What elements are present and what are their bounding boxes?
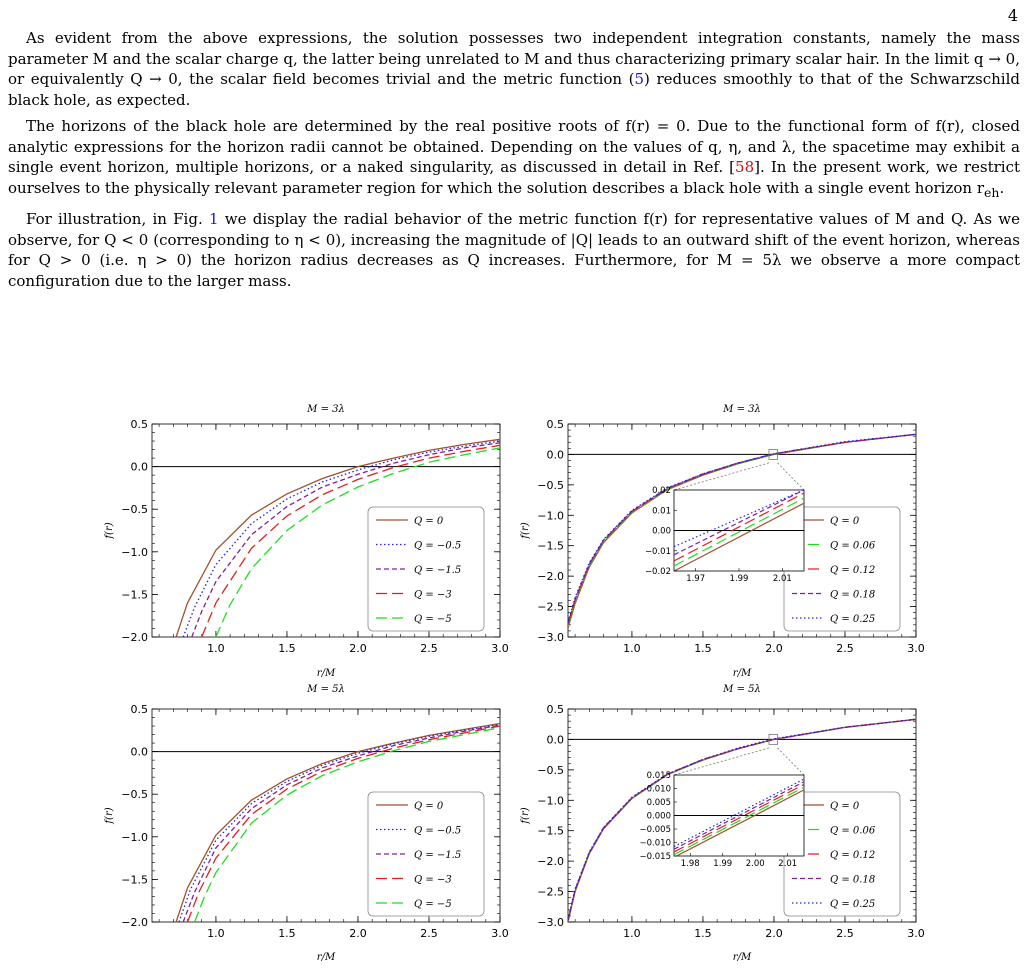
chart-panel-1 (104, 404, 509, 679)
inset-y-tick-label: 0.005 (646, 798, 671, 808)
zoom-connector (778, 748, 804, 775)
x-tick-label: 1.5 (278, 642, 296, 655)
chart-title: M = 5λ (723, 684, 761, 695)
x-axis-label: r/M (732, 668, 752, 679)
y-tick-label: 0.5 (546, 418, 564, 431)
x-tick-label: 3.0 (907, 927, 925, 940)
chart-panel-3 (104, 684, 509, 963)
legend-label: Q = 0.18 (830, 874, 876, 886)
x-tick-label: 1.0 (207, 642, 225, 655)
legend-label: Q = 0.25 (830, 614, 876, 625)
x-tick-label: 1.0 (623, 927, 641, 940)
x-tick-label: 2.5 (836, 642, 854, 655)
y-tick-label: −2.0 (121, 916, 148, 929)
y-tick-label: 0.0 (130, 745, 148, 759)
y-tick-label: −3.0 (537, 916, 564, 929)
legend-label: Q = 0 (414, 801, 444, 812)
y-tick-label: −2.5 (537, 885, 564, 899)
y-tick-label: 0.5 (130, 703, 148, 716)
page-number: 4 (1007, 6, 1018, 25)
y-tick-label: −0.5 (537, 478, 564, 492)
inset-y-tick-label: −0.010 (639, 838, 671, 849)
chart-title: M = 5λ (307, 684, 345, 695)
legend-label: Q = −1.5 (414, 565, 462, 576)
y-tick-label: −2.0 (537, 855, 564, 869)
legend-label: Q = 0 (414, 516, 444, 527)
x-axis-label: r/M (316, 952, 336, 963)
x-tick-label: 1.0 (207, 927, 225, 940)
inset-y-tick-label: −0.005 (639, 825, 671, 835)
legend-label: Q = 0.12 (830, 850, 876, 861)
y-tick-label: −3.0 (537, 631, 564, 644)
paragraph-text: ]. In the present work, we restrict ourselves to the physically relevant parameter region for which the solution describes a black hole with a single event horizon r (8, 158, 1021, 197)
paragraph-text: eh (984, 184, 1000, 200)
paragraph-text: . (999, 178, 1005, 197)
x-tick-label: 2.0 (349, 927, 367, 940)
x-tick-label: 2.0 (765, 642, 783, 655)
y-tick-label: 0.0 (546, 733, 564, 747)
inset-x-tick-label: 2.01 (778, 859, 798, 869)
y-tick-label: −1.0 (121, 545, 148, 559)
legend-label: Q = −5 (414, 614, 452, 625)
x-tick-label: 2.0 (349, 642, 367, 655)
y-tick-label: −1.5 (121, 588, 148, 602)
inset-x-tick-label: 1.98 (680, 859, 700, 869)
y-tick-label: −1.0 (537, 794, 564, 808)
legend-label: Q = 0.12 (830, 565, 876, 576)
inset-y-tick-label: −0.015 (639, 852, 671, 862)
inset-x-tick-label: 1.99 (729, 574, 749, 584)
citation-link[interactable]: 5 (634, 70, 645, 88)
x-tick-label: 1.5 (278, 927, 296, 940)
paragraph-text: we display the radial behavior of the metric function f(r) for representative values of M and Q. As we observe, for Q < 0 (corresponding to η < 0), increasing the magnitude of |Q| leads to an outward shift of the event horizon, whereas for Q > 0 (i.e. η > 0) the horizon radius decreases as Q increases. Furthermore, for M = 5λ we observe a more compact configuration due to the larger mass. (8, 210, 1021, 290)
legend-label: Q = −5 (414, 899, 452, 910)
zoom-connector (674, 463, 769, 490)
inset-y-tick-label: −0.02 (644, 567, 671, 577)
paragraph-text: As evident from the above expressions, the solution possesses two independent integration constants, namely the mass parameter M and the scalar charge q, the latter being unrelated to M and thus characterizing primary scalar hair. In the limit q → 0, or equivalently Q → 0, the scalar field becomes trivial and the metric function ( (8, 29, 1020, 88)
legend-label: Q = 0.06 (830, 825, 876, 837)
y-tick-label: 0.0 (130, 460, 148, 474)
legend-label: Q = 0 (830, 516, 860, 527)
chart-panel-4 (520, 684, 925, 963)
y-tick-label: −1.5 (537, 539, 564, 553)
y-tick-label: 0.0 (546, 448, 564, 462)
inset-y-tick-label: 0.000 (646, 811, 671, 822)
paragraph-3 (8, 209, 1020, 291)
zoom-connector (778, 463, 804, 490)
y-tick-label: −0.5 (121, 503, 148, 517)
x-axis-label: r/M (316, 668, 336, 679)
y-tick-label: −2.0 (537, 570, 564, 584)
legend-label: Q = −3 (414, 589, 452, 601)
y-tick-label: −1.5 (121, 873, 148, 887)
legend-label: Q = 0.25 (830, 899, 876, 910)
y-tick-label: −0.5 (537, 763, 564, 777)
legend-label: Q = 0.06 (830, 540, 876, 552)
y-tick-label: 0.5 (546, 703, 564, 716)
x-axis-label: r/M (732, 952, 752, 963)
paragraph-text: The horizons of the black hole are determined by the real positive roots of f(r) = 0. Due to the functional form of f(r), closed analytic expressions for the horizon radii cannot be obtained. Depending on the values of q, η, and λ, the spacetime may exhibit a single event horizon, multiple horizons, or a naked singularity, as discussed in detail in Ref. [ (8, 117, 1020, 176)
inset-plot (640, 771, 804, 869)
y-tick-label: −1.5 (537, 824, 564, 838)
y-tick-label: −2.0 (121, 631, 148, 644)
x-tick-label: 3.0 (907, 642, 925, 655)
inset-x-tick-label: 2.01 (772, 574, 792, 584)
paragraph-2 (8, 116, 1020, 203)
citation-link[interactable]: 1 (208, 210, 219, 228)
y-axis-label: f(r) (104, 522, 115, 539)
legend-label: Q = 0.18 (830, 589, 876, 601)
chart-title: M = 3λ (723, 404, 761, 415)
chart-panel-2 (520, 404, 925, 679)
legend-label: Q = −3 (414, 874, 452, 886)
legend-label: Q = −0.5 (414, 825, 462, 837)
y-axis-label: f(r) (520, 522, 531, 539)
x-tick-label: 1.5 (694, 642, 712, 655)
body-text (8, 28, 1020, 297)
legend-label: Q = −0.5 (414, 540, 462, 552)
inset-y-tick-label: −0.01 (644, 546, 671, 557)
inset-y-tick-label: 0.015 (646, 771, 671, 781)
x-tick-label: 2.5 (420, 642, 438, 655)
paragraph-1 (8, 28, 1020, 110)
x-tick-label: 2.5 (420, 927, 438, 940)
inset-plot (645, 486, 804, 584)
paragraph-text: For illustration, in Fig. (26, 210, 209, 228)
y-tick-label: −1.0 (537, 509, 564, 523)
y-axis-label: f(r) (104, 807, 115, 824)
inset-y-tick-label: 0.00 (652, 526, 671, 537)
x-tick-label: 2.5 (836, 927, 854, 940)
y-tick-label: −0.5 (121, 788, 148, 802)
x-tick-label: 2.0 (765, 927, 783, 940)
x-tick-label: 3.0 (491, 642, 509, 655)
x-tick-label: 1.5 (694, 927, 712, 940)
inset-y-tick-label: 0.02 (652, 486, 671, 496)
inset-x-tick-label: 1.99 (713, 859, 733, 869)
zoom-connector (674, 748, 769, 775)
y-axis-label: f(r) (520, 807, 531, 824)
inset-y-tick-label: 0.010 (646, 784, 671, 795)
y-tick-label: 0.5 (130, 418, 148, 431)
inset-x-tick-label: 1.97 (686, 574, 706, 584)
legend-label: Q = −1.5 (414, 850, 462, 861)
inset-x-tick-label: 2.00 (745, 859, 765, 869)
x-tick-label: 3.0 (491, 927, 509, 940)
chart-title: M = 3λ (307, 404, 345, 415)
x-tick-label: 1.0 (623, 642, 641, 655)
y-tick-label: −1.0 (121, 830, 148, 844)
inset-y-tick-label: 0.01 (652, 506, 671, 517)
y-tick-label: −2.5 (537, 600, 564, 614)
figure-1 (0, 390, 1028, 971)
paragraph-text: ) reduces smoothly to that of the Schwarzschild black hole, as expected. (8, 70, 1020, 109)
citation-link[interactable]: 58 (735, 158, 755, 176)
legend-label: Q = 0 (830, 801, 860, 812)
